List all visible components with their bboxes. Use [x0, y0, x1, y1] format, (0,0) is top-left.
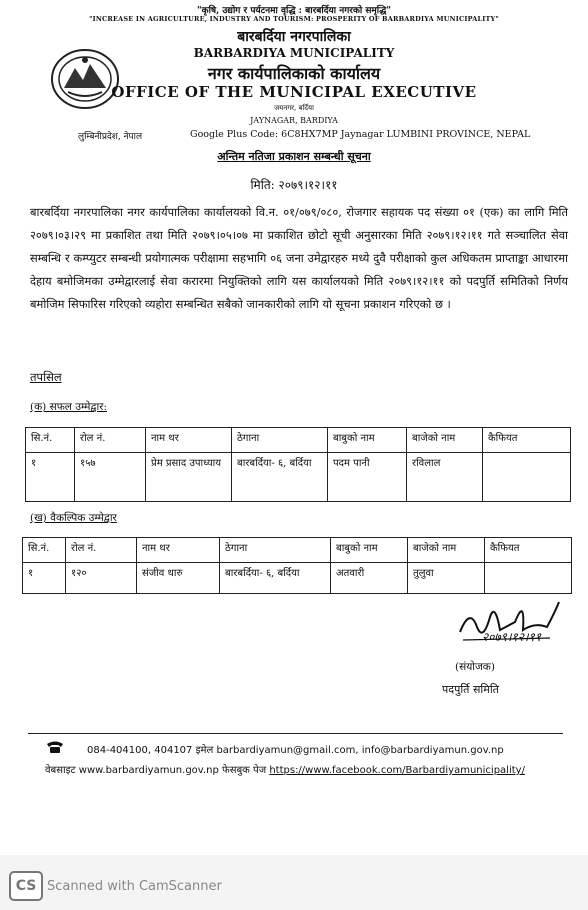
office-name-nepali: नगर कार्यपालिकाको कार्यालय [207, 64, 381, 83]
column-header: बाबुको नाम [331, 538, 408, 563]
office-name-english: OFFICE OF THE MUNICIPAL EXECUTIVE [111, 83, 477, 101]
table-cell: १ [23, 563, 66, 594]
table-cell [483, 453, 571, 502]
column-header: ठेगाना [232, 428, 328, 453]
column-header: बाजेको नाम [407, 428, 483, 453]
table-cell: १ [26, 453, 75, 502]
table-cell: बारबर्दिया- ६, बर्दिया [232, 453, 328, 502]
contact-line-phone-email [87, 742, 504, 756]
table-cell: तुलुवा [408, 563, 485, 594]
table-cell: बारबर्दिया- ६, बर्दिया [220, 563, 331, 594]
table-cell [485, 563, 572, 594]
email-addresses[interactable]: barbardiyamun@gmail.com, info@barbardiyamun.gov.np [216, 745, 504, 756]
notice-body: बारबर्दिया नगरपालिका नगर कार्यपालिका कार्यालयको वि.न. ०१/०७९/०८०, रोजगार सहायक पद संख्या ०१ (एक) का लागि मिति २०७९।०३।२९ मा प्रकाशित तथा मिति २०७९।०५।०७ मा प्रकाशित छोटो सूची अनुसारका मिति २०७९।१२।११ गते सञ्चालित सेवा सम्बन्धि र कम्प्युटर सम्बन्धी प्रयोगात्मक परीक्षामा सहभागि ०६ जना उमेद्वारहरु मध्ये दुवै परीक्षाको कुल अधिकतम प्राप्ताङ्का आधारमा देहाय बमोजिमका उम्मेद्वारलाई सेवा करारमा नियुक्तिको लागि यस कार्यालयको मिति २०७९।१२।११ को पदपुर्ति समितिको निर्णय बमोजिम सिफारिस गरिएको व्यहोरा सम्बन्धित सबैको जानकारीको लागि यो सूचना प्रकाशन गरिएको छ । [30, 205, 568, 311]
alternate-candidate-table [22, 537, 572, 594]
facebook-link[interactable]: https://www.facebook.com/Barbardiyamunicipality/ [269, 765, 525, 776]
column-header: सि.नं. [23, 538, 66, 563]
camscanner-logo: CS [9, 871, 43, 901]
municipality-name-english: BARBARDIYA MUNICIPALITY [193, 46, 395, 60]
table-cell: संजीव थारु [137, 563, 220, 594]
column-header: ठेगाना [220, 538, 331, 563]
facebook-label: फेसबुक पेज [222, 765, 267, 776]
table-cell: १२० [66, 563, 137, 594]
location-english: JAYNAGAR, BARDIYA [250, 116, 338, 125]
municipality-name-nepali: बारबर्दिया नगरपालिका [237, 29, 351, 45]
website-link[interactable]: www.barbardiyamun.gov.np [78, 765, 219, 776]
table-row [23, 563, 572, 594]
table-cell: अतवारी [331, 563, 408, 594]
table-cell: १५७ [75, 453, 146, 502]
committee-name: पदपुर्ति समिति [442, 683, 499, 696]
notice-subject: अन्तिम नतिजा प्रकाशन सम्बन्धी सूचना [217, 150, 371, 163]
signer-role: (संयोजक) [455, 661, 495, 673]
column-header: कैफियत [483, 428, 571, 453]
location-nepali: जयनगर, बर्दिया [274, 104, 314, 112]
signature-date: २०७९।१२।११ [482, 630, 542, 644]
column-header: सि.नं. [26, 428, 75, 453]
successful-candidate-table [25, 427, 571, 502]
column-header: बाबुको नाम [328, 428, 407, 453]
website-label: वेबसाइट [45, 765, 76, 776]
table-header-row [26, 428, 571, 453]
table-cell: रविलाल [407, 453, 483, 502]
column-header: नाम थर [137, 538, 220, 563]
column-header: रोल नं. [66, 538, 137, 563]
contact-line-web [45, 762, 525, 776]
email-label: इमेल [195, 745, 214, 756]
details-label: तपसिल [30, 370, 62, 384]
section-alternate-candidate: (ख) वैकल्पिक उम्मेद्वार [30, 512, 117, 524]
phone-numbers: 084-404100, 404107 [87, 745, 193, 756]
section-successful-candidate: (क) सफल उम्मेद्वार: [30, 401, 108, 413]
slogan-nepali: "कृषि, उद्योग र पर्यटनमा वृद्धि : बारबर्दिया नगरको समृद्धि" [196, 6, 392, 16]
table-row [26, 453, 571, 502]
column-header: नाम थर [146, 428, 232, 453]
google-plus-code: Google Plus Code: 6C8HX7MP Jaynagar LUMBINI PROVINCE, NEPAL [190, 129, 531, 140]
table-cell: पदम पानी [328, 453, 407, 502]
table-header-row [23, 538, 572, 563]
footer-divider [28, 733, 563, 734]
camscanner-watermark-text: Scanned with CamScanner [47, 879, 222, 894]
table-cell: प्रेम प्रसाद उपाध्याय [146, 453, 232, 502]
telephone-icon [46, 740, 64, 754]
province-nepali: लुम्बिनीप्रदेश, नेपाल [78, 132, 143, 142]
column-header: कैफियत [485, 538, 572, 563]
slogan-english: "INCREASE IN AGRICULTURE, INDUSTRY AND TOURISM: PROSPERITY OF BARBARDIYA MUNICIPALITY" [89, 15, 499, 23]
column-header: रोल नं. [75, 428, 146, 453]
column-header: बाजेको नाम [408, 538, 485, 563]
notice-date: मिति: २०७९।१२।११ [250, 178, 338, 192]
